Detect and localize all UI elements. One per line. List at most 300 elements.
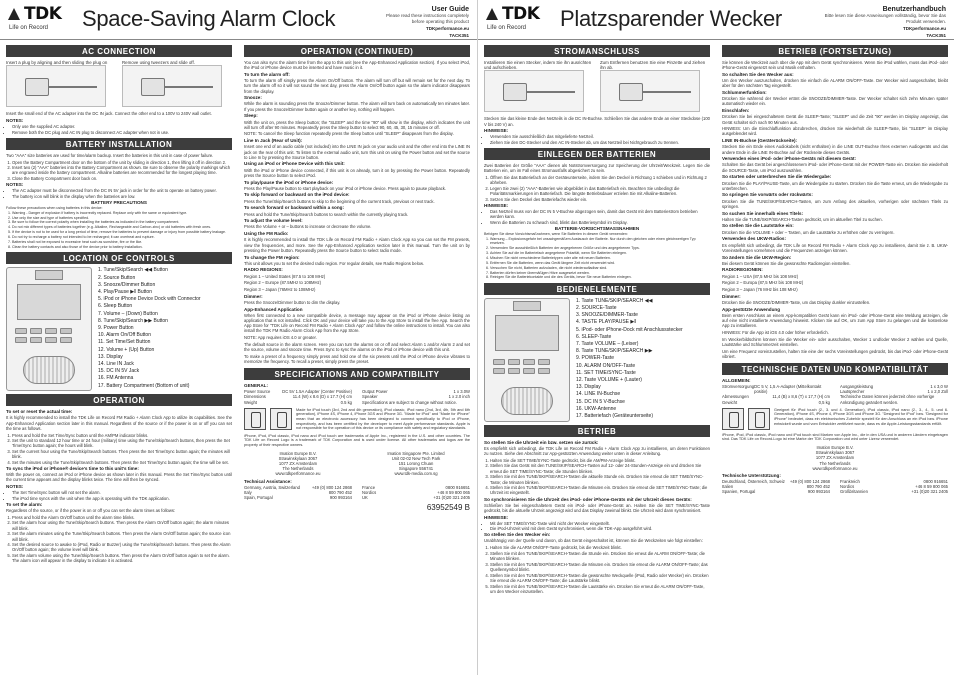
subheading: Sleep: (244, 113, 258, 119)
guide-box (806, 6, 946, 38)
general-label: ALLGEMEIN: (722, 377, 751, 383)
address-link[interactable]: www.tdk-media.com.sg (394, 471, 438, 477)
part-item: 13. Display (98, 353, 123, 360)
paragraph: Es empfiehlt sich unbedingt, die TDK Life on Record FM Radio + Alarm Clock App zu installieren, um deren Funktionen zu nutzen. Siehe den Abschnitt zur App-gestützten Anwendung weiter unten in dieser Anleitung. (484, 445, 710, 457)
section-heading: BEDIENELEMENTE (484, 283, 710, 295)
spec-key: Output Power (362, 389, 388, 395)
address-line: Imation Europe B.V. (279, 450, 317, 456)
parts-list (576, 298, 683, 422)
part-item: 17. Battery Compartment (Bottom of unit) (98, 382, 190, 389)
subheading: App-gestützte Anwendung (722, 306, 781, 312)
spec-value: 11,4 (B) x 8,6 (T) x 17,7 (H) cm (772, 394, 830, 400)
subheading: Dimmer: (722, 293, 741, 299)
part-item: 10. ALARM ON/OFF-Taste (576, 362, 636, 369)
paragraph: Insert one end of an audio cable (not included) into the LINE IN jack on your audio unit and the other end into the LINE IN jack on the rear of this unit. To listen to the external audio unit, turn this unit on using the Power button and set the source to Line In by pressing the Source button. (244, 144, 470, 160)
guide-url: TDKperformance.eu (902, 26, 946, 31)
part-item: 12. Taste VOLUME + (Lauter) (576, 377, 642, 384)
part-item: 14. LINE IN-Buchse (576, 391, 621, 398)
support-phone: +46 8 59 800 065 (915, 484, 948, 490)
paragraph: Um eine Frequenz voreinzustellen, halten Sie eine der sechs Voreinstellungen gedrückt, bis das iPod- oder iPhone-Gerät vibriert. (722, 348, 948, 359)
step-item: 2. Set the unit to standard 12 hour time or 24 hour (military) time using the Tune/Skip/Search buttons, then press the Set Time/Sync button again; the hours will blink. (12, 438, 232, 448)
notes-label: HINWEISE: (484, 203, 509, 209)
support-region: Italy (244, 489, 252, 495)
paragraph: With the power on, connect an iPod or iPhone device as shown later in this manual. Press the Set Time/Sync button until the current time appears and the display blinks twice. The time will then be synced. (6, 472, 232, 483)
guide-title: Benutzerhandbuch (882, 6, 946, 13)
column-b (722, 45, 948, 495)
section-heading: BETRIEB (484, 425, 710, 437)
step-item: 5. Stellen Sie mit den TUNE/SKIP/SEARCH-Tasten die Lautstärke ein. Drücken Sie erneut die ALARM ON/OFF-Taste, um den Wecker einzustellen. (490, 584, 710, 594)
subheading: So suchen Sie innerhalb eines Titels: (722, 210, 804, 216)
precautions-title: BATTERY PRECAUTIONS (91, 200, 147, 206)
precaution-item: 5. Entfernen Sie die Batterien, wenn das Gerät längere Zeit nicht verwendet wird. (490, 261, 710, 265)
subheading: Using an iPod or iPhone Device with this Unit: (244, 161, 345, 167)
subheading: Using the FM Radio: (244, 231, 289, 237)
subheading: So springen Sie vorwärts oder rückwärts: (722, 192, 813, 198)
trademark-text: iPhone, iPod, iPod classic, iPod nano und iPod touch sind Marken von Apple Inc., die in den USA und in anderen Ländern eingetragen sind. Das TDK Life on Record-Logo ist eine Marke der TDK Corporation und wird unter Lizenz verwendet. (722, 432, 948, 442)
brand-tagline: Life on Record (9, 25, 49, 31)
clock-illustration (6, 267, 92, 391)
part-item: 7. Taste VOLUME – (Leiser) (576, 341, 639, 348)
paragraph: Um den Wecker auszuschalten, drücken Sie einfach die ALARM ON/OFF-Taste. Der Wecker wird ausgeschaltet, bleibt aber für den nächsten Tag eingestellt. (722, 78, 948, 89)
subheading: LINE IN-Buchse (Geräterückseite): (722, 138, 798, 144)
support-phone: +49 (0) 800 124 2868 (311, 484, 352, 490)
subheading: To change the FM region: (244, 254, 300, 260)
paragraph: It is highly recommended to install the TDK Life on Record FM Radio + Alarm Clock App to utilize its capabilities. See the App-Enhanced Application section later in this manual. Regardless of the source or if the power is on or off you can set the time as follows. (6, 415, 232, 431)
regions-label: RADIOREGIONEN: (722, 267, 763, 273)
subheading: So stellen Sie die Lautstärke ein: (722, 223, 794, 229)
subheading: Verwenden des UKW-Radios: (722, 236, 786, 242)
guide-sub: Produkt verwenden. (905, 18, 946, 24)
section-heading: OPERATION (CONTINUED) (244, 45, 470, 57)
note: NOTE: App requires iOS 4.0 or greater. (244, 335, 317, 341)
notes-label: HINWEISE: (484, 128, 509, 134)
part-item: 2. Source Button (98, 274, 136, 281)
precaution-item: 3. Achten Sie auf die im Batteriefach angegebene Polarität, wenn Sie Batterien einlegen. (490, 251, 710, 255)
precaution-item: 2. Use only the size and type of batteries specified. (12, 216, 232, 220)
spec-value: 0,5 kg (818, 399, 830, 405)
part-item: 4. TASTE PLAY/PAUSE ▶‖ (576, 319, 637, 326)
page-title: Platzsparender Wecker (560, 6, 782, 31)
brand-tagline: Life on Record (487, 25, 527, 31)
paragraph: Im Weckerbildschirm können Sie die Wecker ein- oder ausschalten, Wecker 1 und/oder Wecker 2 wählen und Quelle, Lautstärke und Schlummerzeit einstellen. (722, 336, 948, 347)
subheading: Snooze: (244, 95, 262, 101)
spec-key: Lautsprecher (840, 389, 865, 395)
precaution-item: 5. If the device is not to be used for a long period of time, remove the batteries to prevent damage or injury from possible battery leakage. (12, 230, 232, 234)
step-item: 2. Set the alarm hour using the Tune/Skip/Search buttons. Then press the Alarm On/Off button again; the alarm minutes will blink. (12, 520, 232, 530)
clock-illustration (484, 298, 570, 422)
subheading: So synchronisieren Sie die Uhrzeit des iPod- oder iPhone-Geräts mit der Uhrzeit dieses Geräts: (484, 496, 692, 502)
step-item: 2. Stellen Sie mit den TUNE/SKIP/SEARCH-Tasten die Stunde ein. Drücken Sie erneut die ALARM ON/OFF-Taste; die Minuten blinken. (490, 551, 710, 561)
step-item: 4. Set the desired source to awake to (iPod, Radio or Buzzer) using the Tune/Skip/Search buttons. Then press the Alarm On/Off button again; the volume level will blink. (12, 542, 232, 552)
column-a (6, 45, 232, 564)
paragraph: To make a preset of a frequency simply press and hold one of the six presets until the iPod or iPhone device vibrates to memorize the frequency. To recall a preset, simply press the preset. (244, 353, 470, 364)
address-line: Imation Europe B.V. (816, 444, 854, 450)
plug-illustration (6, 65, 106, 107)
part-number: 63952549 B (426, 503, 470, 513)
support-region: UK (362, 494, 368, 500)
part-item: 1. Taste TUNE/SKIP/SEARCH ◀◀ (576, 297, 653, 304)
paragraph: Stecken Sie ein Ende eines Audiokabels (nicht enthalten) in die LINE OUT-Buchse Ihres externen Audiogeräts und das andere Ende in die LINE IN-Buchse auf der Rückseite dieses Geräts. (722, 144, 948, 155)
spec-key: Stromversorgung (722, 383, 755, 389)
made-for-iphone-icon (748, 408, 770, 430)
precaution-item: 6. Versuchen Sie nicht, Batterien aufzuladen, die nicht wiederaufladbar sind. (490, 266, 710, 270)
step-item: 5. Set the alarm volume using the Tune/Skip/Search buttons. Then press the Alarm On/Off button again to set the alarm. The alarm icon will appear in the display to indicate it is activated. (12, 553, 232, 563)
subheading: So stellen Sie den Wecker ein: (484, 532, 551, 538)
tdk-logo (8, 4, 70, 31)
step-item: 2. Legen Sie zwei (2) "AAA"-Batterien wie abgebildet in das Batteriefach ein. Beachten Sie unbedingt die Polaritätsmarkierungen im Batteriefach. Die längste Betriebsdauer erzielen Sie mit Alkaline-Batterien. (490, 186, 710, 196)
step-item: 4. Stellen Sie mit den TUNE/SKIP/SEARCH-Tasten die Minuten ein. Drücken Sie erneut die SET TIME/SYNC-Taste; die Uhrzeit ist eingestellt. (490, 485, 710, 495)
note: HINWEIS: Um die Einschlaffunktion abzubrechen, drücken Sie wiederholt die SLEEP-Taste, bis "SLEEP" im Display ausgeblendet wird. (722, 126, 948, 137)
section-heading: BATTERY INSTALLATION (6, 138, 232, 150)
subheading: To skip forward or backward on the iPod device: (244, 192, 350, 198)
note-item: • Wenn die Batterien zu schwach sind, blinkt das Batteriesymbol im Display. (490, 220, 710, 225)
paragraph: Stecken Sie das kleine Ende des Netzteils in die DC IN-Buchse. Schließen Sie das andere Ende an einer Steckdose (100 V bis 240 V) an. (484, 116, 710, 127)
paragraph: Unabhängig von der Quelle und davon, ob das Gerät eingeschaltet ist, können Sie die Weckzeiten wie folgt einstellen: (484, 538, 703, 544)
support-phone: 0800 916651 (445, 484, 470, 490)
address-line: The Netherlands (282, 466, 314, 472)
subheading: To play/pause the iPod or iPhone device: (244, 179, 334, 185)
note-item: • Das Netzteil muss von der DC IN 5 V-Buchse abgezogen sein, damit das Gerät mit dem Batteriestrom betrieben werden kann. (490, 209, 710, 219)
part-item: 6. Sleep Button (98, 303, 133, 310)
paragraph: The default source in the alarm screen. Here you can turn the alarms on or off and select Alarm 1 and/or Alarm 2 and set the source, volume and snooze time. Press Sync to sync the alarms on the iPod or iPhone device with this unit. (244, 341, 470, 353)
part-item: 16. FM Antenna (98, 375, 134, 382)
step-item: 1. Öffnen Sie das Batteriefach an der Geräteunterseite, indem Sie den Deckel in Richtung 1 schieben und in Richtung 2 abheben. (490, 175, 710, 185)
paragraph: Halten Sie die TUNE/SKIP/SEARCH-Tasten gedrückt, um im aktuellen Titel zu suchen. (722, 216, 883, 222)
paragraph: Bei diesem Gerät können Sie die gewünschte Radioregion einstellen. (722, 260, 851, 266)
header (0, 0, 477, 40)
part-item: 2. SOURCE-Taste (576, 305, 617, 312)
guide-box (329, 6, 469, 38)
regions-label: RADIO REGIONS: (244, 267, 283, 273)
notes-label: NOTES: (6, 182, 24, 188)
paragraph: Drücken Sie die VOLUME + oder – Tasten, um die Lautstärke zu erhöhen oder zu verringern. (722, 229, 895, 235)
region-item: Region 1 – United States (87.5 to 108 MHz) (244, 273, 326, 279)
guide-url: TDKperformance.eu (425, 26, 469, 31)
subheading: To set or reset the actual time: (6, 409, 73, 415)
precaution-item: 8. Reinigen Sie die Batteriekontakte und die des Geräts, bevor Sie neue Batterien einlegen. (490, 275, 710, 279)
precaution-item: 1. Warnung – Explosionsgefahr bei unsachgemäßem Austausch der Batterie. Nur durch den gleichen oder einen gleichwertigen Typ ersetzen. (490, 237, 710, 246)
step-item: 3. Setzen Sie den Deckel des Batteriefachs wieder ein. (490, 197, 710, 202)
tdk-triangle-icon (8, 7, 22, 21)
spec-value: 1 x 2,0 Zoll (927, 389, 948, 395)
address-line: Unit 02-02 New Tech Park (391, 455, 441, 461)
precaution-item: 4. Mischen Sie nicht verschiedene Batterietypen oder alte mit neuen Batterien. (490, 256, 710, 260)
paragraph: You can also sync the alarm time from the app to this unit (see the App-Enhanced Application section). If you select iPod, the iPod or iPhone device must be inserted and have music in it. (244, 60, 470, 71)
paragraph: Schalten Sie das Gerät bei angeschlossenem iPod- oder iPhone-Gerät mit der POWER-Taste ein. Drücken Sie wiederholt die SOURCE-Taste, um iPod auszuwählen. (722, 162, 948, 173)
paragraph: Press and hold the Tune/Skip/Search buttons to search within the currently playing track. (244, 211, 409, 217)
subheading: Verwenden eines iPod- oder iPhone-Geräts mit diesem Gerät: (722, 156, 857, 162)
precaution-item: 6. Do not try to recharge a battery not intended to be recharged; it can overheat and rupture. (12, 235, 232, 239)
spec-key: Weight (244, 399, 257, 405)
step-item: 3. Stellen Sie mit den TUNE/SKIP/SEARCH-Tasten die Minuten ein. Drücken Sie erneut die ALARM ON/OFF-Taste; das Quellensymbol blinkt. (490, 562, 710, 572)
subheading: So starten oder unterbrechen Sie die Wiedergabe: (722, 174, 832, 180)
part-item: 9. Power Button (98, 325, 134, 332)
step-item: 4. Set the minutes using the Tune/Skip/Search buttons. Then press the Set Time/Sync button again; the time will be set. (12, 460, 232, 465)
part-item: 4. Play/Pause ▶‖ Button (98, 289, 152, 295)
address-link[interactable]: www.tdkperformance.eu (812, 465, 858, 471)
address-line: The Netherlands (819, 460, 851, 466)
tdk-logo (486, 4, 548, 31)
paragraph: Drücken Sie die PLAY/PAUSE-Taste, um die Wiedergabe zu starten. Drücken Sie die Taste erneut, um die Wiedergabe zu unterbrechen. (722, 180, 949, 191)
made-for-ipod-icon (722, 408, 744, 430)
general-label: GENERAL: (244, 383, 268, 389)
step-item: 1. Halten Sie die ALARM ON/OFF-Taste gedrückt, bis die Weckzeit blinkt. (490, 545, 710, 550)
brand-name: TDK (502, 4, 540, 24)
note-item: • Remove both the DC plug and AC IN plug to disconnect AC adapter when not in use. (12, 130, 232, 135)
subheading: To sync the iPod or iPhone® device's time to this unit's time: (6, 466, 139, 472)
support-phone: 800 790 452 (328, 489, 352, 495)
region-item: Region 2 – Europe (87.5MHz to 108MHz) (244, 280, 322, 286)
caption: Zum Entfernen benutzen Sie eine Pinzette und ziehen ihn ab. (600, 60, 706, 71)
precautions-intro: Follow these precautions when using batteries in this device: (6, 206, 103, 211)
section-heading: LOCATION OF CONTROLS (6, 252, 232, 264)
paragraph: Drücken Sie während der Wecker ertönt die SNOOZE/DIMMER-Taste. Der Wecker schaltet sich zehn Minuten später automatisch wieder ein. (722, 96, 948, 107)
part-item: 5. iPod- oder iPhone-Dock mit Anschlussstecker (576, 326, 683, 333)
part-item: 1. Tune/Skip/Search ◀◀ Button (98, 267, 168, 274)
precaution-item: 1. Warning - Danger of explosion if battery is incorrectly replaced. Replace only with the same or equivalent type. (12, 211, 232, 215)
section-heading: EINLEGEN DER BATTERIEN (484, 148, 710, 160)
paragraph: While the alarm is sounding press the Snooze/Dimmer button. The alarm will turn back on automatically ten minutes later. If you press the Snooze/Dimmer button again or another key, nothing will happen. (244, 101, 470, 112)
support-phone: 900 993164 (329, 494, 352, 500)
address-line: Strawinskylaan 3067 (815, 450, 855, 456)
support-phone: +46 8 59 800 065 (437, 489, 470, 495)
step-item: 3. Close the Battery Compartment door back on. (12, 176, 232, 181)
parts-list (98, 267, 201, 391)
paragraph: Zwei Batterien der Größe "AAA" dienen als Notstromversorgung zur Speicherung der Uhrzeit/Weckzeit. Legen Sie die Batterien ein, um im Fall eines Stromausfalls abgesichert zu sein. (484, 163, 710, 174)
subheading: Schlummerfunktion: (722, 90, 767, 96)
step-item: 1. Press and hold the Set Time/Sync button until the AM/PM indicator blinks. (12, 433, 232, 438)
note-item: • Die iPod-Uhrzeit wird mit dem Gerät synchronisiert, wenn die TDK-App ausgeführt wird. (490, 526, 710, 531)
subheading: Line In Jack (Rear of Unit): (244, 138, 303, 144)
part-item: 5. iPod or iPhone Device Dock with Connector (98, 296, 201, 303)
part-item: 11. SET TIME/SYNC-Taste (576, 369, 636, 376)
precautions-intro: Befolgen Sie diese Vorsichtsmaßnahmen, wenn Sie Batterien in diesem Gerät verwenden: (484, 232, 628, 237)
subheading: Dimmer: (244, 293, 263, 299)
subheading: App-Enhanced Application (244, 306, 303, 312)
paragraph: It is highly recommended to install the TDK Life on Record FM Radio + Alarm Clock App so you can set the FM presets, view the frequencies, and more. See the App-Enhanced Application section later in this manual. Turn the unit on by pressing the Power button. Repeatedly press the Source button to select radio mode. (244, 237, 470, 253)
subheading: To set the alarm: (6, 502, 43, 508)
step-item: 1. Halten Sie die SET TIME/SYNC-Taste gedrückt, bis die AM/PM-Anzeige blinkt. (490, 458, 710, 463)
part-item: 17. Batteriefach (Geräteunterseite) (576, 413, 653, 420)
support-phone: 900 993164 (807, 489, 830, 495)
precaution-item: 8. Clean the battery contacts and also those of the device prior to battery installation. (12, 245, 232, 249)
spec-value: 1 x 2.0 inch (448, 394, 470, 400)
guide-title: User Guide (431, 6, 469, 13)
support-region: Italien (722, 484, 734, 490)
german-guide (477, 0, 954, 675)
subheading: So ändern Sie die UKW-Region: (722, 254, 792, 260)
part-item: 15. DC IN 5 V-Buchse (576, 398, 625, 405)
precaution-item: 2. Verwenden Sie ausschließlich Batterien der angegebenen Größe und des angegebenen Typs. (490, 246, 710, 250)
address-line: 1077 ZX Amsterdam (815, 455, 855, 461)
part-item: 6. SLEEP-Taste (576, 333, 612, 340)
guide-code: TACK351 (926, 33, 946, 38)
region-item: Region 3 – Japan (76 MHz bis 108 MHz) (722, 287, 798, 293)
paragraph: With the iPod or iPhone device connected, if this unit is on already, turn it on by pressing the Power button. Repeatedly press the Source button to select iPod. (244, 167, 470, 178)
subheading: Einschlafen: (722, 108, 750, 114)
support-region: Spain, Portugal (244, 494, 273, 500)
spec-value: DC 5V 1.5A Adapter (Center Positive) (282, 389, 352, 395)
address-link[interactable]: www.tdkperformance.eu (275, 471, 321, 477)
spec-value: 1 x 3,0 W (930, 383, 948, 389)
note-item: • The Set Time/Sync button will not set the alarm. (12, 490, 232, 495)
subheading: So schalten Sie den Wecker aus: (722, 71, 794, 77)
step-item: 3. Set the alarm minutes using the Tune/Skip/Search buttons. Then press the Alarm On/Off button again; the source icon will blink. (12, 531, 232, 541)
paragraph: Press the Tune/Skip/Search buttons to skip to the beginning of the current track, previous or next track. (244, 198, 435, 204)
support-region: Großbritannien (840, 489, 868, 495)
paragraph: Two "AAA" size batteries are used for time/alarm backup. Insert the batteries in this unit in case of power failure. (6, 152, 214, 158)
section-heading: STROMANSCHLUSS (484, 45, 710, 57)
step-item: 2. Stellen Sie das Gerät mit den TUNE/SKIP/SEARCH-Tasten auf 12- oder 24-Stunden-Anzeige ein und drücken Sie erneut die SET TIME/SYNC-Taste; die Stunden blinken. (490, 463, 710, 473)
support-phone: 800 790 452 (806, 484, 830, 490)
notes-label: NOTES: (6, 484, 24, 490)
support-label: Technische Unterstützung: (722, 472, 781, 478)
note-item: • Mit der SET TIME/SYNC-Taste wird nicht der Wecker eingestellt. (490, 521, 710, 526)
spec-key: Technische Daten können jederzeit ohne vorherige Ankündigung geändert werden. (840, 394, 935, 405)
caption: Remove using tweezers and slide off. (122, 60, 195, 65)
paragraph: Drücken Sie die SNOOZE/DIMMER-Taste, um das Display dunkler einzustellen. (722, 299, 871, 305)
spec-key: Dimensions (244, 394, 266, 400)
spec-key: Ausgangsleistung (840, 383, 874, 389)
notes-label: NOTES: (6, 117, 24, 123)
precautions-title: BATTERIE-VORSICHTSMASSNAHMEN (554, 226, 640, 232)
step-item: 1. Open the Battery Compartment door on the bottom of the unit by sliding in direction 1, then lifting it off in direction 2. (12, 160, 232, 165)
spec-value: 11.4 (W) x 8.6 (D) x 17.7 (H) cm (292, 394, 352, 400)
note-item: • The AC adapter must be disconnected from the DC IN 5V jack in order for the unit to operate on battery power. (12, 188, 232, 193)
address-line: 1077 ZX Amsterdam (278, 460, 318, 466)
note-item: • The battery icon will blink in the display when the batteries are low. (12, 194, 232, 199)
spec-key: Gewicht (722, 399, 738, 405)
support-region: Deutschland, Österreich, Schweiz (722, 478, 785, 484)
paragraph: Drücken Sie bei eingeschaltetem Gerät die SLEEP-Taste; "SLEEP" und die Zeit "90" werden im Display angezeigt, das Gerät schaltet sich nach 90 Minuten aus. (722, 114, 948, 125)
paragraph: Press the Snooze/Dimmer button to dim the display. (244, 299, 341, 305)
subheading: To search forward or backward within a song: (244, 205, 344, 211)
note-item: • The iPod time syncs with the unit when the app is operating with the TDK application. (12, 496, 232, 501)
part-item: 16. UKW-Antenne (576, 405, 617, 412)
precaution-item: 7. Batterien dürfen keiner übermäßigen Hitze ausgesetzt werden. (490, 271, 710, 275)
guide-sub: Please read these instructions completely (385, 13, 469, 18)
precaution-item: 3. Be sure to follow the correct polarity when installing the batteries as indicated in the battery compartment. (12, 220, 232, 224)
spec-value: DC 5 V, 1,5 A-Adapter (Mittelkontakt positiv) (754, 383, 822, 395)
caption: Insert a plug by aligning and then sliding the plug on (6, 60, 108, 65)
subheading: To adjust the volume level: (244, 218, 303, 224)
step-item: 3. Stellen Sie mit den TUNE/SKIP/SEARCH-Tasten die aktuelle Stunde ein. Drücken Sie erneut die SET TIME/SYNC-Taste; die Minuten blinken. (490, 474, 710, 484)
section-heading: BETRIEB (FORTSETZUNG) (722, 45, 948, 57)
subheading: So stellen Sie die Uhrzeit ein bzw. setzen sie zurück: (484, 439, 599, 445)
paragraph: Schließen Sie bei eingeschaltetem Gerät ein iPod- oder iPhone-Gerät an. Halten Sie die SET TIME/SYNC-Taste gedrückt, bis die aktuelle Uhrzeit angezeigt wird und das Display zweimal blinkt. Die Uhrzeit wird dann synchronisiert. (484, 502, 710, 513)
spec-key: Power Source (244, 389, 271, 395)
spec-key: Specifications are subject to change without notice. (362, 399, 457, 405)
paragraph: Press the Volume + or – buttons to increase or decrease the volume. (244, 224, 372, 230)
part-item: 3. SNOOZE/DIMMER-Taste (576, 312, 638, 319)
spec-key: Abmessungen (722, 394, 749, 400)
compat-text: Geeignet für iPod touch (2., 3. und 4. Generation), iPod classic, iPod nano (2., 3., 4., 5. und 6. Generation), iPhone 4S, iPhone 4, iPhone 3GS und iPhone 3G. "Designed for iPod" bzw. "Designed for iPhone" bedeutet, dass ein elektronisches Zubehör speziell für den Anschluss an ein iPod bzw. iPhone entwickelt wurde und vom Entwickler zertifiziert wurde, dass es die Apple-Leistungsstandards erfüllt. (774, 407, 948, 426)
support-region: Nordics (362, 489, 377, 495)
support-label: Technical Assistance: (244, 478, 292, 484)
note: HINWEIS: Für die App ist iOS 4.0 oder höher erforderlich. (722, 329, 829, 335)
region-item: Region 2 – Europa (87,5 MHz bis 108 MHz) (722, 280, 804, 286)
paragraph: Es empfiehlt sich unbedingt, die TDK Life on Record FM Radio + Alarm Clock App zu installieren, damit Sie z. B. UKW-Voreinstellungen vornehmen und die Frequenzen anzeigen können. (722, 242, 948, 253)
note-item: • Ziehen Sie den DC-Stecker und den AC IN-Stecker ab, um das Netzteil bei Nichtgebrauch zu trennen. (490, 140, 710, 145)
part-item: 12. Volume + (Up) Button (98, 346, 155, 353)
note: NOTE: To cancel the Sleep function repeatedly press the Sleep button until "SLEEP" disappears from the display. (244, 131, 454, 137)
made-for-iphone-icon (270, 408, 292, 430)
address-line: Strawinskylaan 3067 (278, 455, 318, 461)
made-for-ipod-icon (244, 408, 266, 430)
paragraph: Beim ersten Anschluss an einem App-kompatiblen Gerät kann ein iPod- oder iPhone-Gerät eine Meldung anzeigen, die auf eine nicht installierte Anwendung hinweist. Klicken Sie auf OK, um zum App Store zu gelangen und die kostenlose App zu installieren. (722, 312, 948, 329)
part-item: 10. Alarm On/Off Button (98, 332, 151, 339)
part-item: 9. POWER-Taste (576, 355, 615, 362)
support-phone: +31 (0)20 321 2405 (911, 489, 948, 495)
part-item: 15. DC IN 5V Jack (98, 368, 140, 375)
paragraph: Insert the small end of the AC adapter into the DC IN jack. Connect the other end to a 100V to 240V wall outlet. (6, 111, 212, 117)
column-a (484, 45, 710, 594)
support-phone: 0800 916651 (923, 478, 948, 484)
precaution-item: 4. Do not mix different types of batteries together (e.g. Alkaline, Rechargeable and Carbon-zinc) or old batteries with fresh ones. (12, 225, 232, 229)
spec-key: Speaker (362, 394, 378, 400)
plug-illustration (600, 70, 700, 112)
spec-value: 0.5 kg (340, 399, 352, 405)
compat-text: Made for iPod touch (3rd, 2nd and 4th generation), iPod classic, iPod nano (2nd, 3rd, 4th, 5th and 6th generation), iPhone 4S, iPhone 4, iPhone 3GS and iPhone 3G. "Made for iPod" and "Made for iPhone" mean that an electronic accessory has been designed to connect specifically to iPod or iPhone, respectively, and has been certified by the developer to meet Apple performance standards. Apple is not responsible for the operation of this device or its compliance with safety and regulatory standards. (296, 407, 470, 431)
part-item: 3. Snooze/Dimmer Button (98, 281, 156, 288)
tdk-triangle-icon (486, 7, 500, 21)
part-item: 7. Volume – (Down) Button (98, 310, 158, 317)
paragraph: When first connected to a new compatible device, a message may appear on the iPod or iPhone device listing an application that is not installed. Click OK and your device will take you to the App Store to install the free App. Search the App Store for "TDK Life on Record FM Radio + Alarm Clock App" and follow the online instructions to install. You can also install the TDK FM Radio Alarm Clock App from the App Store. (244, 312, 470, 334)
precaution-item: 7. Batteries shall not be exposed to excessive heat such as sunshine, fire or the like. (12, 240, 232, 244)
caption: Installieren Sie einen Stecker, indem Sie ihn ausrichten und aufschieben. (484, 60, 592, 71)
section-heading: OPERATION (6, 394, 232, 406)
header (478, 0, 954, 40)
region-item: Region 3 – Japan (76MHz to 108MHz) (244, 287, 316, 293)
step-item: 2. Insert two (2) "AAA" batteries into the Battery Compartment as shown. Be sure to observe the polarity markings which are engraved inside the battery compartment. Alkaline batteries are recommended for the longest playing time. (12, 165, 232, 175)
note-item: • Only use the supplied AC adapter. (12, 124, 232, 129)
part-item: 11. Set Time/Set Button (98, 339, 151, 346)
subheading: To turn the alarm off: (244, 71, 290, 77)
paragraph: Press the Play/Pause button to start playback on your iPod or iPhone device. Press again to pause playback. (244, 185, 447, 191)
step-item: 1. Press and hold the Alarm On/Off button until the alarm time blinks. (12, 515, 232, 520)
page-title: Space-Saving Alarm Clock (82, 6, 336, 31)
support-phone: +31 (0)20 321 2405 (433, 494, 470, 500)
spec-value: 1 x 3.0W (453, 389, 470, 395)
support-region: Spanien, Portugal (722, 489, 756, 495)
section-heading: SPECIFICATIONS AND COMPATIBILITY (244, 368, 470, 380)
guide-sub: Bitte lesen Sie diese Anweisungen vollständig, bevor Sie das (824, 13, 946, 18)
support-phone: +49 (0) 800 124 2868 (789, 478, 830, 484)
part-item: 14. Line IN Jack (98, 361, 134, 368)
notes-label: HINWEISE: (484, 514, 509, 520)
step-item: 4. Stellen Sie mit den TUNE/SKIP/SEARCH-Tasten die gewünschte Weckquelle (iPod, Radio oder Wecker) ein. Drücken Sie erneut die ALARM ON/OFF-Taste; die Lautstärke blinkt. (490, 573, 710, 583)
address-line: Singapore 556741 (398, 466, 434, 472)
brand-name: TDK (24, 4, 62, 24)
guide-code: TACK351 (449, 33, 469, 38)
column-b (244, 45, 470, 512)
step-item: 3. Set the current hour using the Tune/Skip/Search buttons. Then press the Set Time/Sync button again; the minutes will blink. (12, 449, 232, 459)
plug-illustration (484, 70, 584, 112)
part-item: 13. Display (576, 384, 601, 391)
part-item: 8. Tune/Skip/Search ▶▶ Button (98, 317, 168, 324)
section-heading: TECHNISCHE DATEN UND KOMPATIBILITÄT (722, 363, 948, 375)
address-line: 151 Lorong Chuan (398, 460, 434, 466)
paragraph: With the unit on, press the Sleep button; the "SLEEP" and the time "90" will show in the display, which indicates the unit will turn off after 90 minutes. Repeatedly press the Sleep button to select 90, 60, 45, 30, 15 minutes or off. (244, 119, 470, 130)
support-region: Germany, Austria, Switzerland (244, 484, 301, 490)
part-item: 8. Taste TUNE/SKIP/SEARCH ▶▶ (576, 348, 653, 355)
paragraph: Regardless of the source, or if the power is on or off you can set the alarm times as follows: (6, 508, 176, 514)
address-line: Imation Singapore Pte. Limited (387, 450, 445, 456)
paragraph: This unit allows you to set the desired radio region. For regular details, see Radio Regions below. (244, 260, 424, 266)
paragraph: Sie können die Weckzeit auch über die App mit dem Gerät synchronisieren. Wenn Sie iPod wählen, muss das iPod- oder iPhone-Gerät eingesetzt sein und Musik enthalten. (722, 60, 948, 71)
support-region: Nordics (840, 484, 855, 490)
guide-sub: before operating this product (411, 18, 469, 24)
